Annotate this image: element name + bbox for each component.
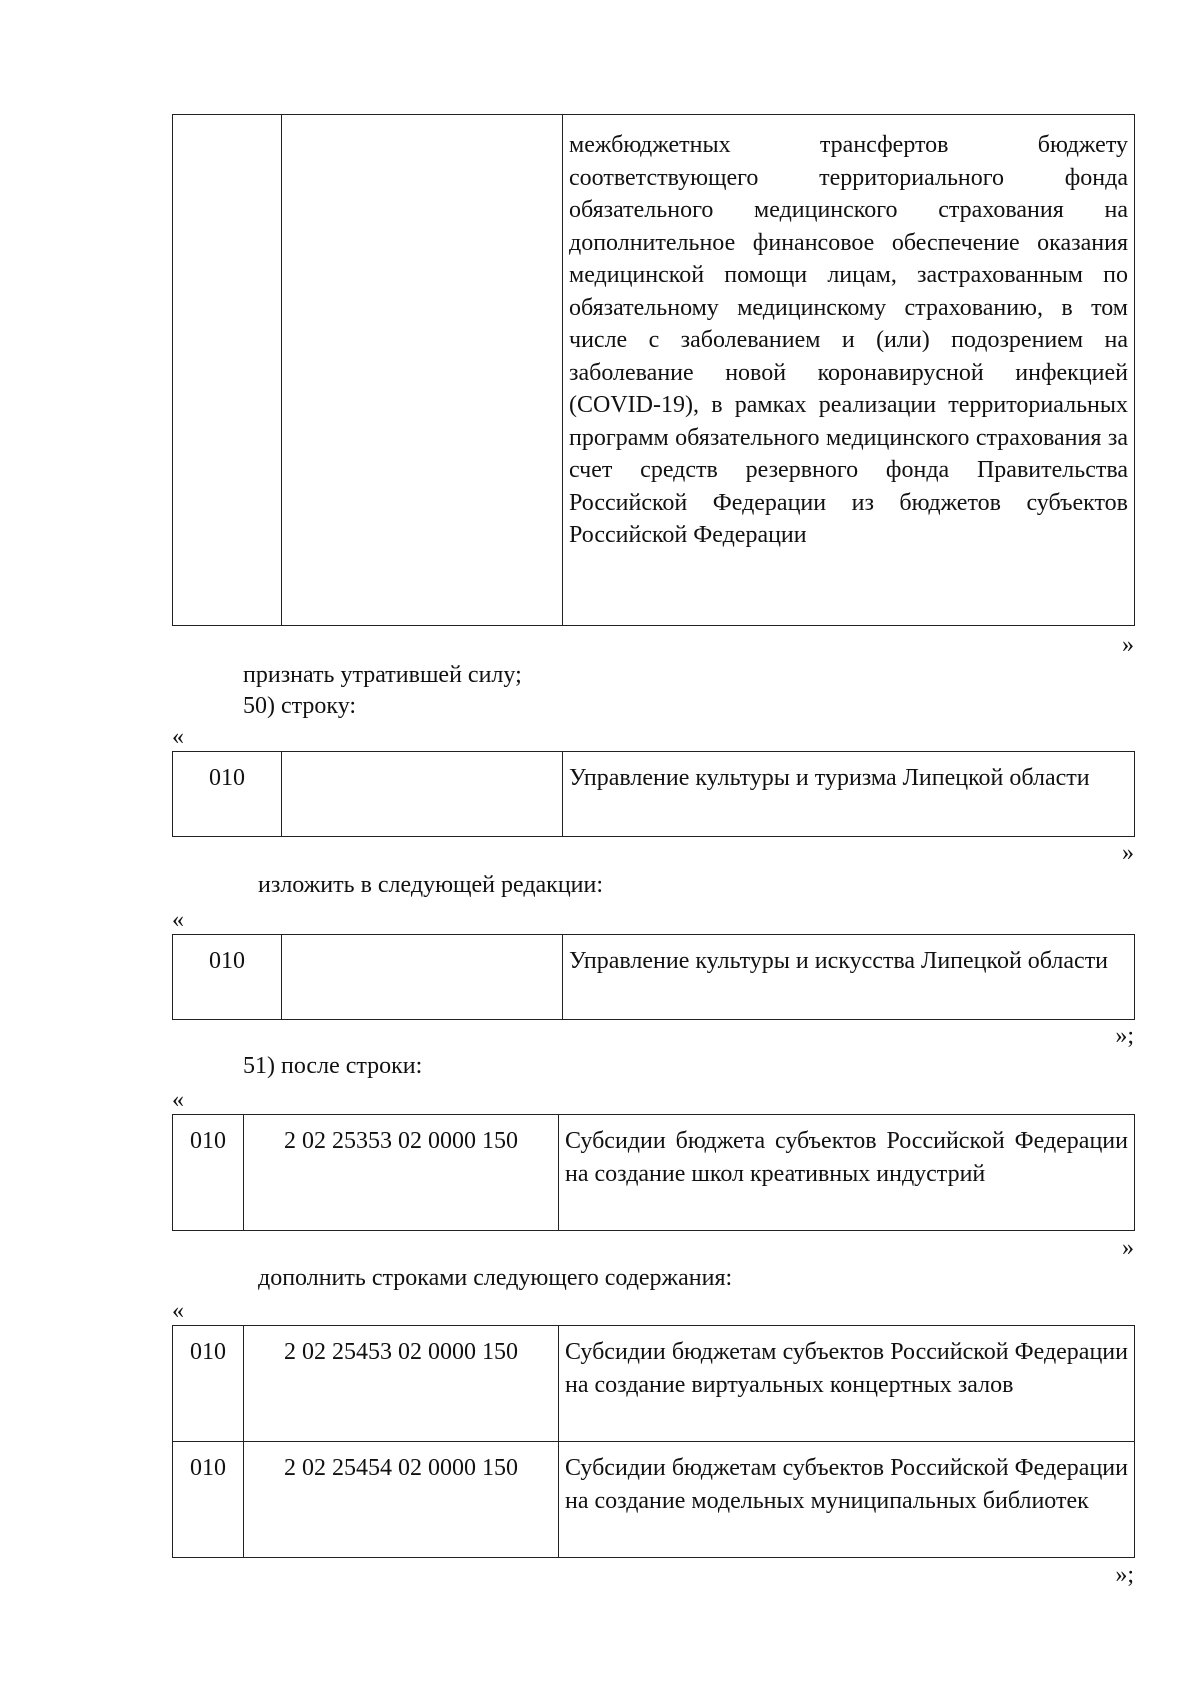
open-quote: « [172,907,184,933]
paragraph-add-rows: дополнить строками следующего содержания: [258,1265,733,1291]
open-quote: « [172,724,184,750]
paragraph-repeal: признать утратившей силу; [243,662,522,688]
close-quote: »; [1115,1562,1134,1588]
open-quote: « [172,1087,184,1113]
table-item-51 [172,1114,1135,1231]
paragraph-item-51: 51) после строки: [243,1053,423,1079]
paragraph-new-wording: изложить в следующей редакции: [258,872,604,898]
cell-code: 010 [173,1326,244,1442]
table-top [172,114,1135,626]
open-quote: « [172,1298,184,1324]
table-item-50-new [172,934,1135,1020]
cell-text: Субсидии бюджетам субъектов Российской Федерации на создание виртуальных концертных залов [559,1326,1135,1442]
table-row [173,935,1135,1020]
cell-text: межбюджетных трансфертов бюджету соответствующего территориального фонда обязательного медицинского страхования на дополнительное финансовое обеспечение оказания медицинской помощи лицам, застрахованным по обязательному медицинскому страхованию, в том числе с заболеванием и (или) подозрением на заболевание новой коронавирусной инфекцией (COVID-19), в рамках реализации территориальных программ обязательного медицинского страхования за счет средств резервного фонда Правительства Российской Федерации из бюджетов субъектов Российской Федерации [563,115,1135,626]
paragraph-item-50: 50) строку: [243,693,357,719]
close-quote: » [1122,632,1134,658]
cell-code: 010 [173,752,282,837]
cell-kbk: 2 02 25454 02 0000 150 [244,1442,559,1558]
cell-code: 010 [173,1442,244,1558]
table-item-50 [172,751,1135,837]
cell-text: Субсидии бюджетам субъектов Российской Федерации на создание модельных муниципальных библиотек [559,1442,1135,1558]
table-row [173,115,1135,626]
close-quote: » [1122,1235,1134,1261]
cell-kbk [282,752,563,837]
cell-text: Субсидии бюджета субъектов Российской Федерации на создание школ креативных индустрий [559,1115,1135,1231]
table-row [173,1442,1135,1558]
table-item-51-new [172,1325,1135,1558]
table-row [173,1326,1135,1442]
cell-text: Управление культуры и туризма Липецкой области [563,752,1135,837]
cell-kbk [282,115,563,626]
cell-code [173,115,282,626]
cell-kbk [282,935,563,1020]
close-quote: »; [1115,1023,1134,1049]
cell-kbk: 2 02 25453 02 0000 150 [244,1326,559,1442]
cell-code: 010 [173,1115,244,1231]
table-row [173,752,1135,837]
cell-text: Управление культуры и искусства Липецкой области [563,935,1135,1020]
table-row [173,1115,1135,1231]
cell-code: 010 [173,935,282,1020]
close-quote: » [1122,840,1134,866]
cell-kbk: 2 02 25353 02 0000 150 [244,1115,559,1231]
